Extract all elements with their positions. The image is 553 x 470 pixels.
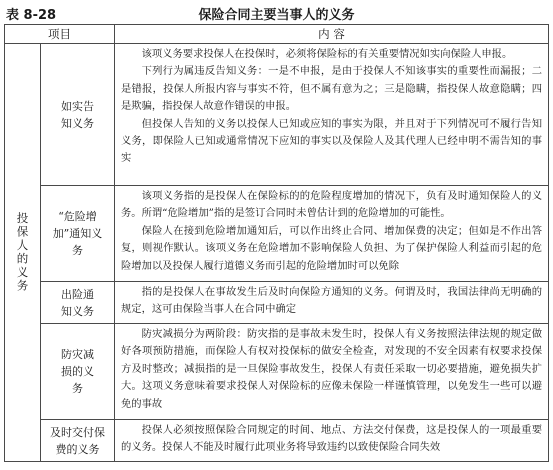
content-paragraph: 防灾减损分为两阶段：防灾指的是事故未发生时，投保人有义务按照法律法规的规定做好各项预防措施，而保险人有权对投保标的做安全检查，对发现的不安全因素有权要求投保方及时整改；减损指的是一旦保险事故发生，投保人有责任采取一切必要措施，避免损失扩大。这项义务意味着要求投保人对保险标的应像未保险一样谨慎管理，以免发生一些可以避免的事故 [121,328,542,410]
obligations-table [4,24,549,462]
item-content [115,324,549,420]
content-paragraph: 指的是投保人在事故发生后及时向保险方通知的义务。何谓及时，我国法律尚无明确的规定，这可由保险当事人在合同中确定 [121,286,542,316]
content-paragraph: 保险人在接到危险增加通知后，可以作出终止合同、增加保费的决定；但如是不作出答复，则视作默认。该项义务在危险增加不影响保险人负担、为了保护保险人利益而引起的危险增加以及投保人履行道德义务而引起的危险增加时可以免除 [121,224,542,272]
item-name-text: 出险通知义务 [61,287,94,318]
item-name-text: 及时交付保费的义务 [50,425,105,456]
table-row [5,420,549,462]
table-title: 保险合同主要当事人的义务 [198,8,355,23]
table-row [5,324,549,420]
content-paragraph: 该项义务指的是投保人在保险标的的危险程度增加的情况下，负有及时通知保险人的义务。所谓“危险增加”指的是签订合同时未曾估计到的危险增加的可能性。 [121,190,542,220]
column-header-content: 内 容 [115,25,549,44]
item-name [41,44,115,186]
item-name [41,186,115,282]
group-cell [5,44,41,462]
table-row [5,186,549,282]
item-name [41,420,115,462]
item-content [115,186,549,282]
item-name [41,324,115,420]
table-row [5,44,549,186]
item-content [115,282,549,324]
table-number: 表 8-28 [6,8,57,23]
content-paragraph: 下列行为属违反告知义务：一是不申报，是由于投保人不知该事实的重要性而漏报；二是错报，投保人所报内容与事实不符，但不属有意为之；三是隐瞒，指投保人故意隐瞒；四是欺骗，指投保人故意作错误的申报。 [121,65,542,113]
column-header-item: 项目 [5,25,115,44]
item-content [115,420,549,462]
content-paragraph: 该项义务要求投保人在投保时，必须将保险标的有关重要情况如实向保险人申报。 [141,48,513,60]
item-name [41,282,115,324]
table-header-row [5,25,549,44]
content-paragraph: 投保人必须按照保险合同规定的时间、地点、方法交付保费，这是投保人的一项最重要的义务。投保人不能及时履行此项业务将导致违约以致使保险合同失效 [121,424,542,454]
item-content [115,44,549,186]
table-row [5,282,549,324]
item-name-text: 如实告知义务 [61,99,94,130]
group-label: 投保人的义务 [15,212,30,293]
item-name-text: “危险增加”通知义务 [52,210,103,257]
item-name-text: 防灾减损的义务 [61,348,94,395]
content-paragraph: 但投保人告知的义务以投保人已知或应知的事实为限，并且对于下列情况可不履行告知义务，即保险人已知或通常情况下应知的事实以及保险人及其代理人已经申明不需告知的事实 [121,117,542,165]
